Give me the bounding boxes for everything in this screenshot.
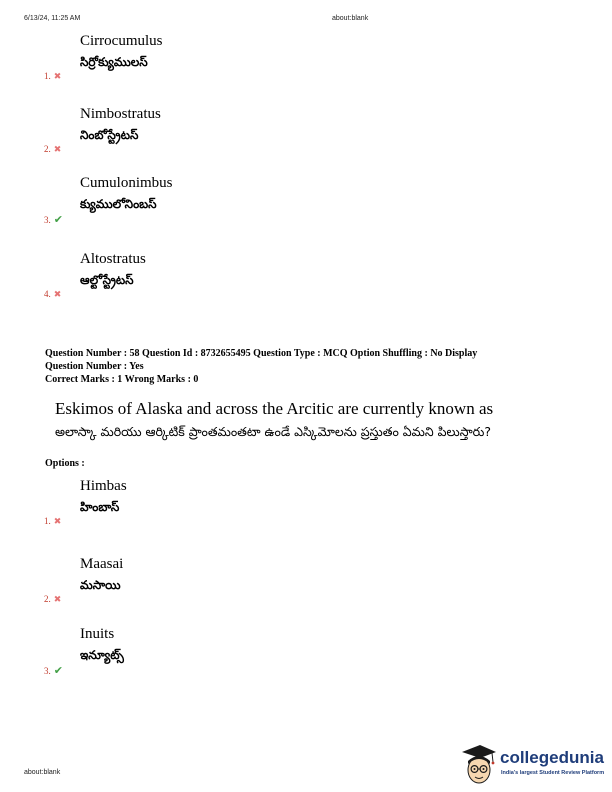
question-meta — [45, 347, 477, 386]
question-text-te: అలాస్కా మరియు ఆర్కిటిక్ ప్రాంతమంతటా ఉండే ఎస్కిమోలను ప్రస్తుతం ఏమని పిలుస్తారు? — [55, 424, 491, 439]
check-mark-icon: ✔ — [53, 214, 63, 226]
check-mark-icon: ✔ — [53, 665, 63, 677]
option-text-en: Inuits — [80, 626, 115, 642]
option-text-te: ఆల్టోస్ట్రేటస్ — [80, 273, 134, 287]
option-text-en: Maasai — [80, 556, 124, 572]
wrong-mark-icon: ✖ — [53, 289, 62, 299]
option-text-te: సిర్రోక్యుములస్ — [80, 55, 148, 69]
option-number: 2. ✖ — [44, 594, 62, 604]
option-text-en: Cumulonimbus — [80, 175, 173, 191]
print-datetime: 6/13/24, 11:25 AM — [24, 15, 81, 22]
option-number: 1. ✖ — [44, 71, 62, 81]
brand-tagline: India's largest Student Review Platform — [501, 770, 605, 776]
option-text-te: ఇన్యూట్స్ — [80, 648, 124, 662]
option-number: 3. ✔ — [44, 665, 63, 677]
print-footer-url: about:blank — [24, 769, 61, 776]
option-number: 2. ✖ — [44, 144, 62, 154]
brand-name: collegedunia — [500, 748, 604, 767]
option-number: 3. ✔ — [44, 214, 63, 226]
option-number: 4. ✖ — [44, 289, 62, 299]
wrong-mark-icon: ✖ — [53, 71, 62, 81]
wrong-mark-icon: ✖ — [53, 516, 62, 526]
wrong-mark-icon: ✖ — [53, 594, 62, 604]
question-text-en: Eskimos of Alaska and across the Arcitic are currently known as — [55, 399, 494, 418]
option-text-te: క్యుములోనింబస్ — [80, 197, 157, 211]
option-text-en: Nimbostratus — [80, 106, 161, 122]
option-text-te: మసాయి — [80, 578, 121, 592]
wrong-mark-icon: ✖ — [53, 144, 62, 154]
question-meta-line: Correct Marks : 1 Wrong Marks : 0 — [45, 374, 199, 385]
options-label: Options : — [45, 458, 85, 469]
option-number: 1. ✖ — [44, 516, 62, 526]
option-text-te: హింబాస్ — [80, 500, 120, 514]
print-page-title: about:blank — [332, 15, 369, 22]
collegedunia-logo — [458, 742, 608, 788]
question-meta-line: Question Number : Yes — [45, 361, 144, 372]
option-text-te: నింబోస్ట్రేటస్ — [80, 128, 139, 142]
student-mascot-icon — [458, 742, 498, 788]
option-text-en: Cirrocumulus — [80, 33, 163, 49]
option-text-en: Altostratus — [80, 251, 146, 267]
question-meta-line: Question Number : 58 Question Id : 8732655495 Question Type : MCQ Option Shuffling : No Display — [45, 348, 478, 359]
option-text-en: Himbas — [80, 478, 127, 494]
